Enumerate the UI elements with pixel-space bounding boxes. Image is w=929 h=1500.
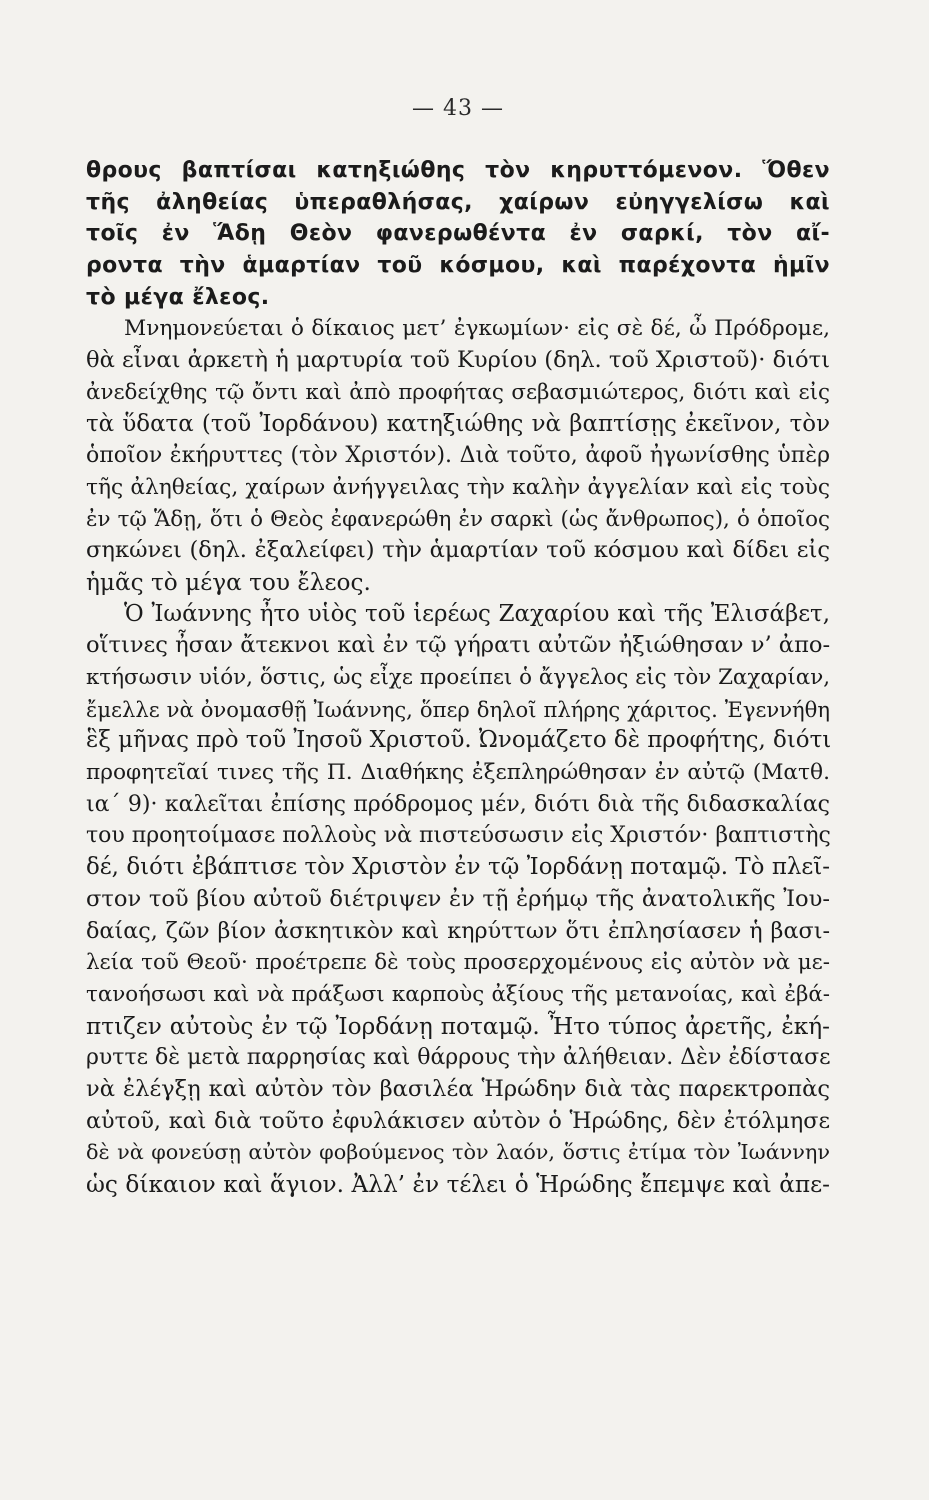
text-line: τανοήσωσι καὶ νὰ πράξωσι καρποὺς ἀξίους τῆς μετανοίας, καὶ ἐβά- xyxy=(86,981,830,1007)
page-number: — 43 — xyxy=(412,96,504,121)
hymn-line: ροντα τὴν ἁμαρτίαν τοῦ κόσμου, καὶ παρέχοντα ἡμῖν xyxy=(86,253,830,279)
text-line: ἡμᾶς τὸ μέγα του ἔλεος. xyxy=(86,568,371,596)
commentary-paragraph-1 xyxy=(86,313,830,598)
text-line: προφητεῖαί τινες τῆς Π. Διαθήκης ἐξεπληρώθησαν ἐν αὐτῷ (Ματθ. xyxy=(86,760,830,786)
text-line: λεία τοῦ Θεοῦ· προέτρεπε δὲ τοὺς προσερχομένους εἰς αὐτὸν νὰ με- xyxy=(86,950,830,976)
hymn-line: τῆς ἀληθείας ὑπεραθλήσας, χαίρων εὐηγγελίσω καὶ xyxy=(86,189,830,215)
text-line: ἔμελλε νὰ ὀνομασθῇ Ἰωάννης, ὅπερ δηλοῖ πλήρης χάριτος. Ἐγεννήθη xyxy=(86,696,830,722)
text-line: θὰ εἶναι ἀρκετὴ ἡ μαρτυρία τοῦ Κυρίου (δηλ. τοῦ Χριστοῦ)· διότι xyxy=(86,347,831,374)
hymn-line: θρους βαπτίσαι κατηξιώθης τὸν κηρυττόμενον. Ὅθεν xyxy=(86,158,830,183)
hymn-line: τοῖς ἐν Ἅδῃ Θεὸν φανερωθέντα ἐν σαρκί, τὸν αἴ- xyxy=(86,221,830,247)
text-line: ἀνεδείχθης τῷ ὄντι καὶ ἀπὸ προφήτας σεβασμιώτερος, διότι καὶ εἰς xyxy=(86,379,830,405)
hymn-text xyxy=(86,155,830,313)
text-line: ια΄ 9)· καλεῖται ἐπίσης πρόδρομος μέν, διότι διὰ τῆς διδασκαλίας xyxy=(86,791,830,817)
text-line: στον τοῦ βίου αὐτοῦ διέτριψεν ἐν τῇ ἐρήμῳ τῆς ἀνατολικῆς Ἰου- xyxy=(86,885,830,912)
text-line: ἐν τῷ Ἅδῃ, ὅτι ὁ Θεὸς ἐφανερώθη ἐν σαρκὶ (ὡς ἄνθρωπος), ὁ ὁποῖος xyxy=(86,506,830,532)
text-line: οἵτινες ἦσαν ἄτεκνοι καὶ ἐν τῷ γήρατι αὐτῶν ἠξιώθησαν ν’ ἀπο- xyxy=(86,632,831,659)
text-line: ὁποῖον ἐκήρυττες (τὸν Χριστόν). Διὰ τοῦτο, ἀφοῦ ἠγωνίσθης ὑπὲρ xyxy=(86,443,830,469)
text-line: σηκώνει (δηλ. ἐξαλείφει) τὴν ἁμαρτίαν τοῦ κόσμου καὶ δίδει εἰς xyxy=(86,537,830,564)
text-line: δὲ νὰ φονεύσῃ αὐτὸν φοβούμενος τὸν λαόν, ὅστις ἐτίμα τὸν Ἰωάννην xyxy=(86,1140,830,1165)
text-line: του προητοίμασε πολλοὺς νὰ πιστεύσωσιν εἰς Χριστόν· βαπτιστὴς xyxy=(86,823,831,849)
text-line: Μνημονεύεται ὁ δίκαιος μετ’ ἐγκωμίων· εἰς σὲ δέ, ὦ Πρόδρομε, xyxy=(124,316,830,342)
text-line: Ὁ Ἰωάννης ἦτο υἱὸς τοῦ ἱερέως Ζαχαρίου καὶ τῆς Ἐλισάβετ, xyxy=(124,600,830,627)
text-line: πτιζεν αὐτοὺς ἐν τῷ Ἰορδάνῃ ποταμῷ. Ἦτο τύπος ἀρετῆς, ἐκή- xyxy=(86,1012,830,1040)
text-line: ρυττε δὲ μετὰ παρρησίας καὶ θάρρους τὴν ἀλήθειαν. Δὲν ἐδίστασε xyxy=(86,1045,831,1071)
text-line: δέ, διότι ἐβάπτισε τὸν Χριστὸν ἐν τῷ Ἰορδάνῃ ποταμῷ. Τὸ πλεῖ- xyxy=(86,854,830,881)
text-line: δαίας, ζῶν βίον ἀσκητικὸν καὶ κηρύττων ὅτι ἐπλησίασεν ἡ βασι- xyxy=(86,917,830,944)
text-line: κτήσωσιν υἱόν, ὅστις, ὡς εἶχε προείπει ὁ ἄγγελος εἰς τὸν Ζαχαρίαν, xyxy=(86,665,830,690)
text-line: νὰ ἐλέγξῃ καὶ αὐτὸν τὸν βασιλέα Ἡρώδην διὰ τὰς παρεκτροπὰς xyxy=(86,1075,830,1102)
hymn-line: τὸ μέγα ἔλεος. xyxy=(86,284,270,310)
text-line: ὡς δίκαιον καὶ ἅγιον. Ἀλλ’ ἐν τέλει ὁ Ἡρώδης ἔπεμψε καὶ ἀπε- xyxy=(86,1171,830,1198)
text-line: αὐτοῦ, καὶ διὰ τοῦτο ἐφυλάκισεν αὐτὸν ὁ Ἡρώδης, δὲν ἐτόλμησε xyxy=(86,1107,830,1134)
text-line: τὰ ὕδατα (τοῦ Ἰορδάνου) κατηξιώθης νὰ βαπτίσῃς ἐκεῖνον, τὸν xyxy=(86,410,830,437)
text-line: τῆς ἀληθείας, χαίρων ἀνήγγειλας τὴν καλὴν ἀγγελίαν καὶ εἰς τοὺς xyxy=(86,474,830,500)
commentary-paragraph-2 xyxy=(86,599,830,1201)
document-page xyxy=(86,96,830,1201)
text-line: ἓξ μῆνας πρὸ τοῦ Ἰησοῦ Χριστοῦ. Ὠνομάζετο δὲ προφήτης, διότι xyxy=(86,727,832,754)
